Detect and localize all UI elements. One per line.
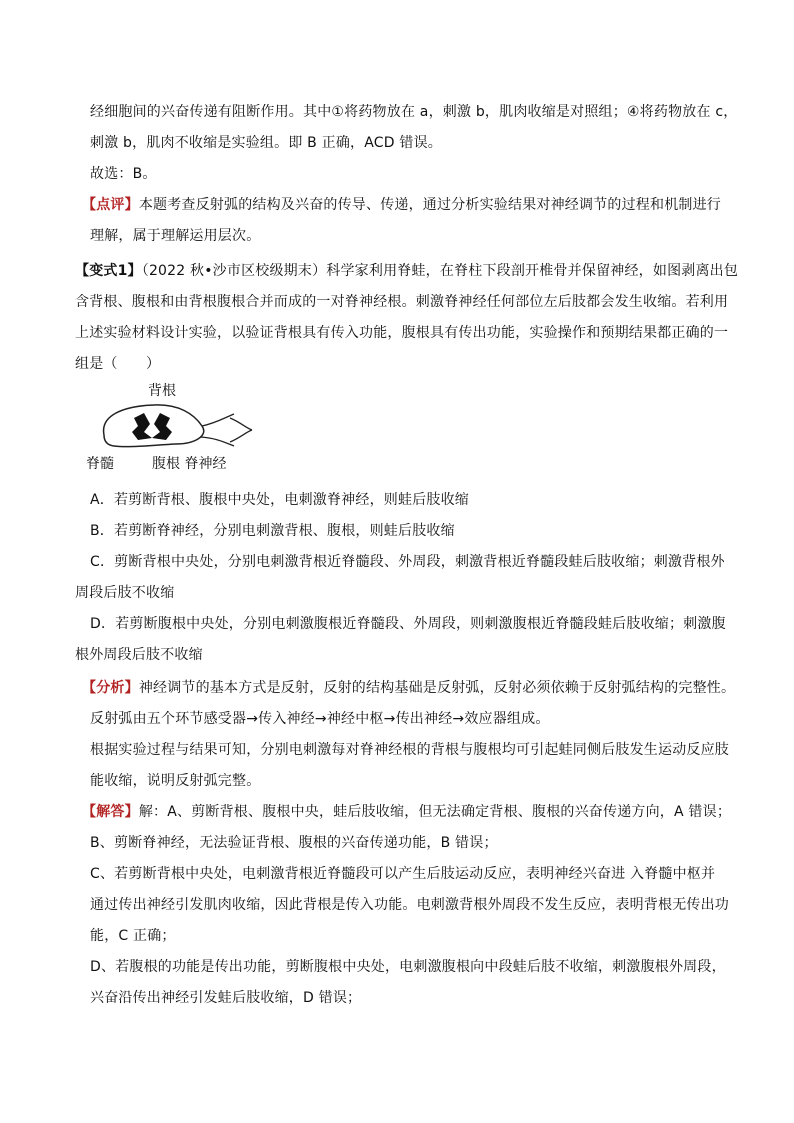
option-b: B．若剪断脊神经，分别电刺激背根、腹根，则蛙后肢收缩 <box>90 523 455 539</box>
solution-line-4: 通过传出神经引发肌肉收缩，因此背根是传入功能。电刺激背根外周段不发生反应，表明背根无传出功 <box>90 897 729 913</box>
prev-explanation-line-2: 刺激 b，肌肉不收缩是实验组。即 B 正确，ACD 错误。 <box>90 135 442 151</box>
label-dorsal-root: 背根 <box>148 383 176 399</box>
option-c-line-1: C．剪断背根中央处，分别电刺激背根近脊髓段、外周段，刺激背根近脊髓段蛙后肢收缩；刺激背根外 <box>90 554 725 570</box>
prev-comment-line-1 <box>82 195 721 215</box>
option-c-line-2: 周段后肢不收缩 <box>75 585 175 601</box>
grey-matter-left <box>132 413 152 440</box>
ventral-root-line <box>200 437 234 446</box>
grey-matter-right <box>152 413 172 440</box>
solution-line-7: 兴奋沿传出神经引发蛙后肢收缩，D 错误； <box>90 990 362 1006</box>
solution-line-2: B、剪断脊神经，无法验证背根、腹根的兴奋传递功能，B 错误； <box>90 835 498 851</box>
option-d-line-1: D．若剪断腹根中央处，分别电刺激腹根近脊髓段、外周段，则刺激腹根近脊髓段蛙后肢收缩；刺激腹 <box>90 616 726 632</box>
comment-text-1: 本题考查反射弧的结构及兴奋的传导、传递，通过分析实验结果对神经调节的过程和机制进行 <box>138 197 722 213</box>
analysis-line-1 <box>82 678 735 698</box>
question-line-4: 组是（ ） <box>75 356 161 372</box>
spinal-nerve-line-2 <box>230 430 252 442</box>
analysis-tag: 【分析】 <box>82 680 139 696</box>
solution-text-1: 解：A、剪断背根、腹根中央，蛙后肢收缩，但无法确定背根、腹根的兴奋传递方向，A 错误； <box>138 804 732 820</box>
analysis-text-1: 神经调节的基本方式是反射，反射的结构基础是反射弧，反射必须依赖于反射弧结构的完整性。 <box>138 680 736 696</box>
option-d-line-2: 根外周段后肢不收缩 <box>75 647 203 663</box>
analysis-line-2: 反射弧由五个环节感受器→传入神经→神经中枢→传出神经→效应器组成。 <box>90 711 550 727</box>
spinal-nerve-line <box>230 418 252 430</box>
spinal-cord-outline <box>104 405 204 447</box>
solution-line-1 <box>82 802 731 822</box>
prev-explanation-line-1: 经细胞间的兴奋传递有阻断作用。其中①将药物放在 a，刺激 b，肌肉收缩是对照组；④将药物放在 c， <box>90 104 738 120</box>
prev-answer: 故选：B。 <box>90 166 157 182</box>
solution-tag: 【解答】 <box>82 804 139 820</box>
question-line-3: 上述实验材料设计实验，以验证背根具有传入功能，腹根具有传出功能，实验操作和预期结果都正确的一 <box>75 325 729 341</box>
question-tag: 【变式1】 <box>75 263 142 279</box>
question-line-1 <box>75 261 738 281</box>
solution-line-5: 能，C 正确； <box>90 928 176 944</box>
analysis-line-3: 根据实验过程与结果可知，分别电刺激每对脊神经根的背根与腹根均可引起蛙同侧后肢发生运动反应肢 <box>90 742 729 758</box>
prev-comment-line-2: 理解，属于理解运用层次。 <box>90 228 261 244</box>
question-line-2: 含背根、腹根和由背根腹根合并而成的一对脊神经根。刺激脊神经任何部位左后肢都会发生收缩。若利用 <box>75 294 729 310</box>
spinal-cord-figure <box>84 380 259 475</box>
label-spinal-cord: 脊髓 <box>86 456 114 472</box>
analysis-line-4: 能收缩，说明反射弧完整。 <box>90 773 261 789</box>
comment-tag: 【点评】 <box>82 197 139 213</box>
label-ventral-spinal-nerve: 腹根 脊神经 <box>152 456 227 472</box>
dorsal-root-line <box>202 414 234 426</box>
question-text-1: （2022 秋•沙市区校级期末）科学家利用脊蛙，在脊柱下段剖开椎骨并保留神经，如图剥离出包 <box>141 263 739 279</box>
option-a: A．若剪断背根、腹根中央处，电刺激脊神经，则蛙后肢收缩 <box>90 492 469 508</box>
solution-line-6: D、若腹根的功能是传出功能，剪断腹根中央处，电刺激腹根向中段蛙后肢不收缩，刺激腹根外周段， <box>90 959 726 975</box>
solution-line-3: C、若剪断背根中央处，电刺激背根近脊髓段可以产生后肢运动反应，表明神经兴奋进 入脊髓中枢并 <box>90 866 716 882</box>
